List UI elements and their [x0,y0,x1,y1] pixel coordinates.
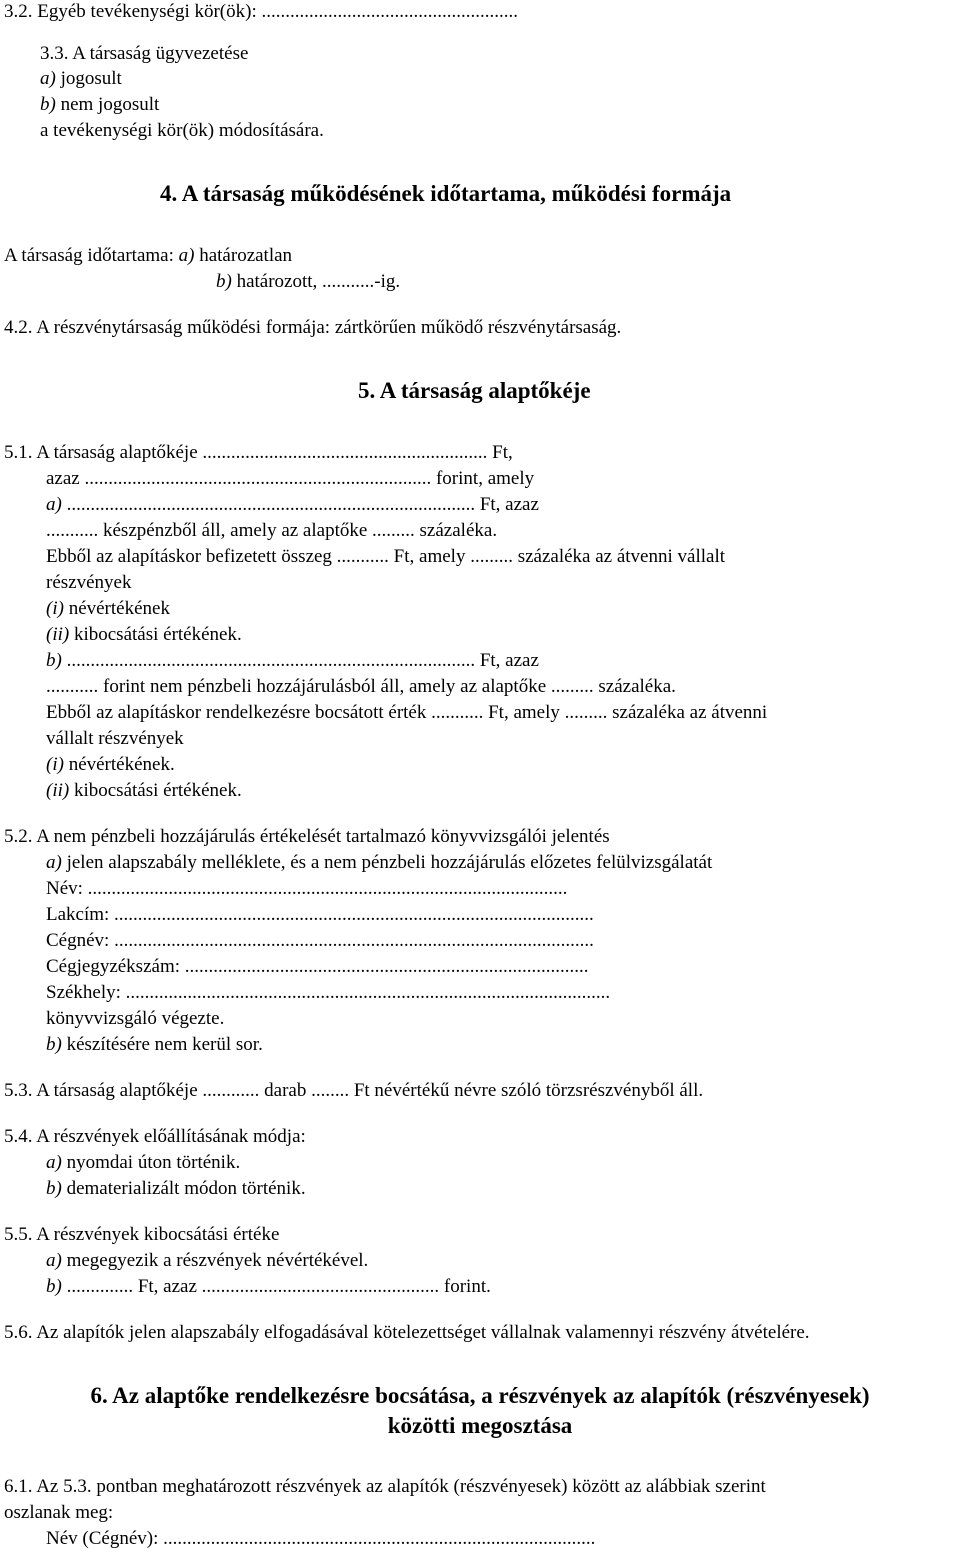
text-line [4,1501,113,1525]
option-line [46,1275,491,1299]
company-name-field-line [46,929,594,953]
item-number: 3.3. [40,43,69,64]
option-text: ...................................................................................... Ft, azaz [66,650,539,671]
option-text: dematerializált módon történik. [66,1178,306,1199]
item-6-1 [4,1475,766,1499]
option-text: megegyezik a részvények névértékével. [66,1250,369,1271]
option-marker: a) [40,68,56,89]
option-line [46,597,170,621]
option-marker: a) [178,245,195,266]
section-heading-6-cont: közötti megosztása [387,1413,573,1438]
item-text: A társaság alaptőkéje ............................................................ Ft, [36,442,513,463]
option-marker: b) [46,1034,62,1055]
text-line [40,119,324,143]
item-4-2 [4,316,621,340]
option-marker: b) [46,650,62,671]
item-number: 5.1. [4,442,33,463]
text-line [46,519,497,543]
text-line [46,701,767,725]
item-5-6 [4,1321,810,1345]
item-text: A társaság alaptőkéje ............ darab ........ Ft névértékű névre szóló törzsrészvényből áll. [36,1080,704,1101]
option-marker: a) [46,1152,62,1173]
option-line [46,851,712,875]
option-text: nyomdai úton történik. [66,1152,241,1173]
line-text: Név (Cégnév): ........................................................................................... [46,1528,596,1549]
option-marker: (i) [46,754,64,775]
registry-number-field-line [46,955,589,979]
item-text: A részvények kibocsátási értéke [36,1224,280,1245]
line-text: Lakcím: ..................................................................................................... [46,904,594,925]
name-field-line [46,877,567,901]
item-text: Az alapítók jelen alapszabály elfogadásával kötelezettséget vállalnak valamennyi részvény átvételére. [36,1322,810,1343]
option-marker: a) [46,1250,62,1271]
line-text: Székhely: ...................................................................................................... [46,982,611,1003]
item-3-3 [40,42,248,66]
option-line [46,1033,263,1057]
line-text: Cégjegyzékszám: ..................................................................................... [46,956,589,977]
item-text: Egyéb tevékenységi kör(ök): ...................................................... [37,1,518,22]
item-3-2 [4,0,518,24]
option-text: ...................................................................................... Ft, azaz [66,494,539,515]
line-text: részvények [46,572,132,593]
option-line [40,67,122,91]
option-text: készítésére nem kerül sor. [66,1034,263,1055]
item-5-5 [4,1223,279,1247]
item-number: 6.1. [4,1476,33,1497]
section-heading-5: 5. A társaság alaptőkéje [358,378,591,403]
option-line [46,1151,240,1175]
item-number: 5.2. [4,826,33,847]
duration-line [4,244,292,268]
option-line [216,270,400,294]
line-text: Ebből az alapításkor rendelkezésre bocsátott érték ........... Ft, amely ......... százaléka az átvenni [46,702,768,723]
section-heading-6: 6. Az alaptőke rendelkezésre bocsátása, a részvények az alapítók (részvényesek) [90,1383,870,1408]
option-marker: (i) [46,598,64,619]
address-field-line [46,903,594,927]
text-line [46,571,131,595]
line-text: ........... készpénzből áll, amely az alaptőke ......... százaléka. [46,520,498,541]
item-number: 5.3. [4,1080,33,1101]
option-marker: (ii) [46,624,70,645]
item-5-3 [4,1079,703,1103]
option-line [46,753,175,777]
option-marker: (ii) [46,780,70,801]
text-line [46,1007,224,1031]
item-text: A részvénytársaság működési formája: zártkörűen működő részvénytársaság. [36,317,622,338]
option-marker: b) [40,94,56,115]
option-line [46,1249,368,1273]
item-5-1 [4,441,513,465]
option-text: jogosult [60,68,122,89]
item-5-4 [4,1125,306,1149]
option-text: névértékének [68,598,170,619]
line-text: Cégnév: ..................................................................................................... [46,930,594,951]
text-line [46,675,676,699]
option-marker: a) [46,494,62,515]
item-number: 5.4. [4,1126,33,1147]
line-text: oszlanak meg: [4,1502,114,1523]
item-number: 5.6. [4,1322,33,1343]
option-text: határozatlan [199,245,293,266]
option-line [40,93,159,117]
option-text: nem jogosult [60,94,160,115]
item-text: Az 5.3. pontban meghatározott részvények az alapítók (részvényesek) között az alábbiak szerint [36,1476,766,1497]
line-text: ........... forint nem pénzbeli hozzájárulásból áll, amely az alaptőke ......... százaléka. [46,676,676,697]
option-marker: b) [216,271,232,292]
option-text: határozott, ...........-ig. [236,271,401,292]
line-text: Név: ..................................................................................................... [46,878,568,899]
section-heading-4: 4. A társaság működésének időtartama, működési formája [160,181,732,206]
line-text: azaz ......................................................................... forint, amely [46,468,535,489]
item-number: 5.5. [4,1224,33,1245]
item-5-2 [4,825,610,849]
option-marker: a) [46,852,62,873]
line-text: vállalt részvények [46,728,184,749]
option-line [46,1177,306,1201]
item-text: A társaság ügyvezetése [72,43,249,64]
line-text: a tevékenységi kör(ök) módosítására. [40,120,324,141]
text-line [46,467,534,491]
seat-field-line [46,981,610,1005]
text-line [46,545,725,569]
line-text: könyvvizsgáló végezte. [46,1008,225,1029]
item-number: 3.2. [4,1,33,22]
item-text: A részvények előállításának módja: [36,1126,306,1147]
option-line [46,493,539,517]
option-marker: b) [46,1178,62,1199]
text-line [46,727,184,751]
option-text: .............. Ft, azaz .................................................. forint. [66,1276,491,1297]
option-text: jelen alapszabály melléklete, és a nem pénzbeli hozzájárulás előzetes felülvizsgálatát [66,852,713,873]
line-text: Ebből az alapításkor befizetett összeg ........... Ft, amely ......... százaléka az átvenni vállalt [46,546,725,567]
option-text: kibocsátási értékének. [73,780,242,801]
option-line [46,779,242,803]
option-marker: b) [46,1276,62,1297]
item-number: 4.2. [4,317,33,338]
option-line [46,649,539,673]
shareholder-name-field-line [46,1527,595,1551]
option-line [46,623,242,647]
item-text: A nem pénzbeli hozzájárulás értékelését tartalmazó könyvvizsgálói jelentés [36,826,610,847]
option-text: névértékének. [68,754,175,775]
option-text: kibocsátási értékének. [73,624,242,645]
line-text: A társaság időtartama: [4,245,174,266]
